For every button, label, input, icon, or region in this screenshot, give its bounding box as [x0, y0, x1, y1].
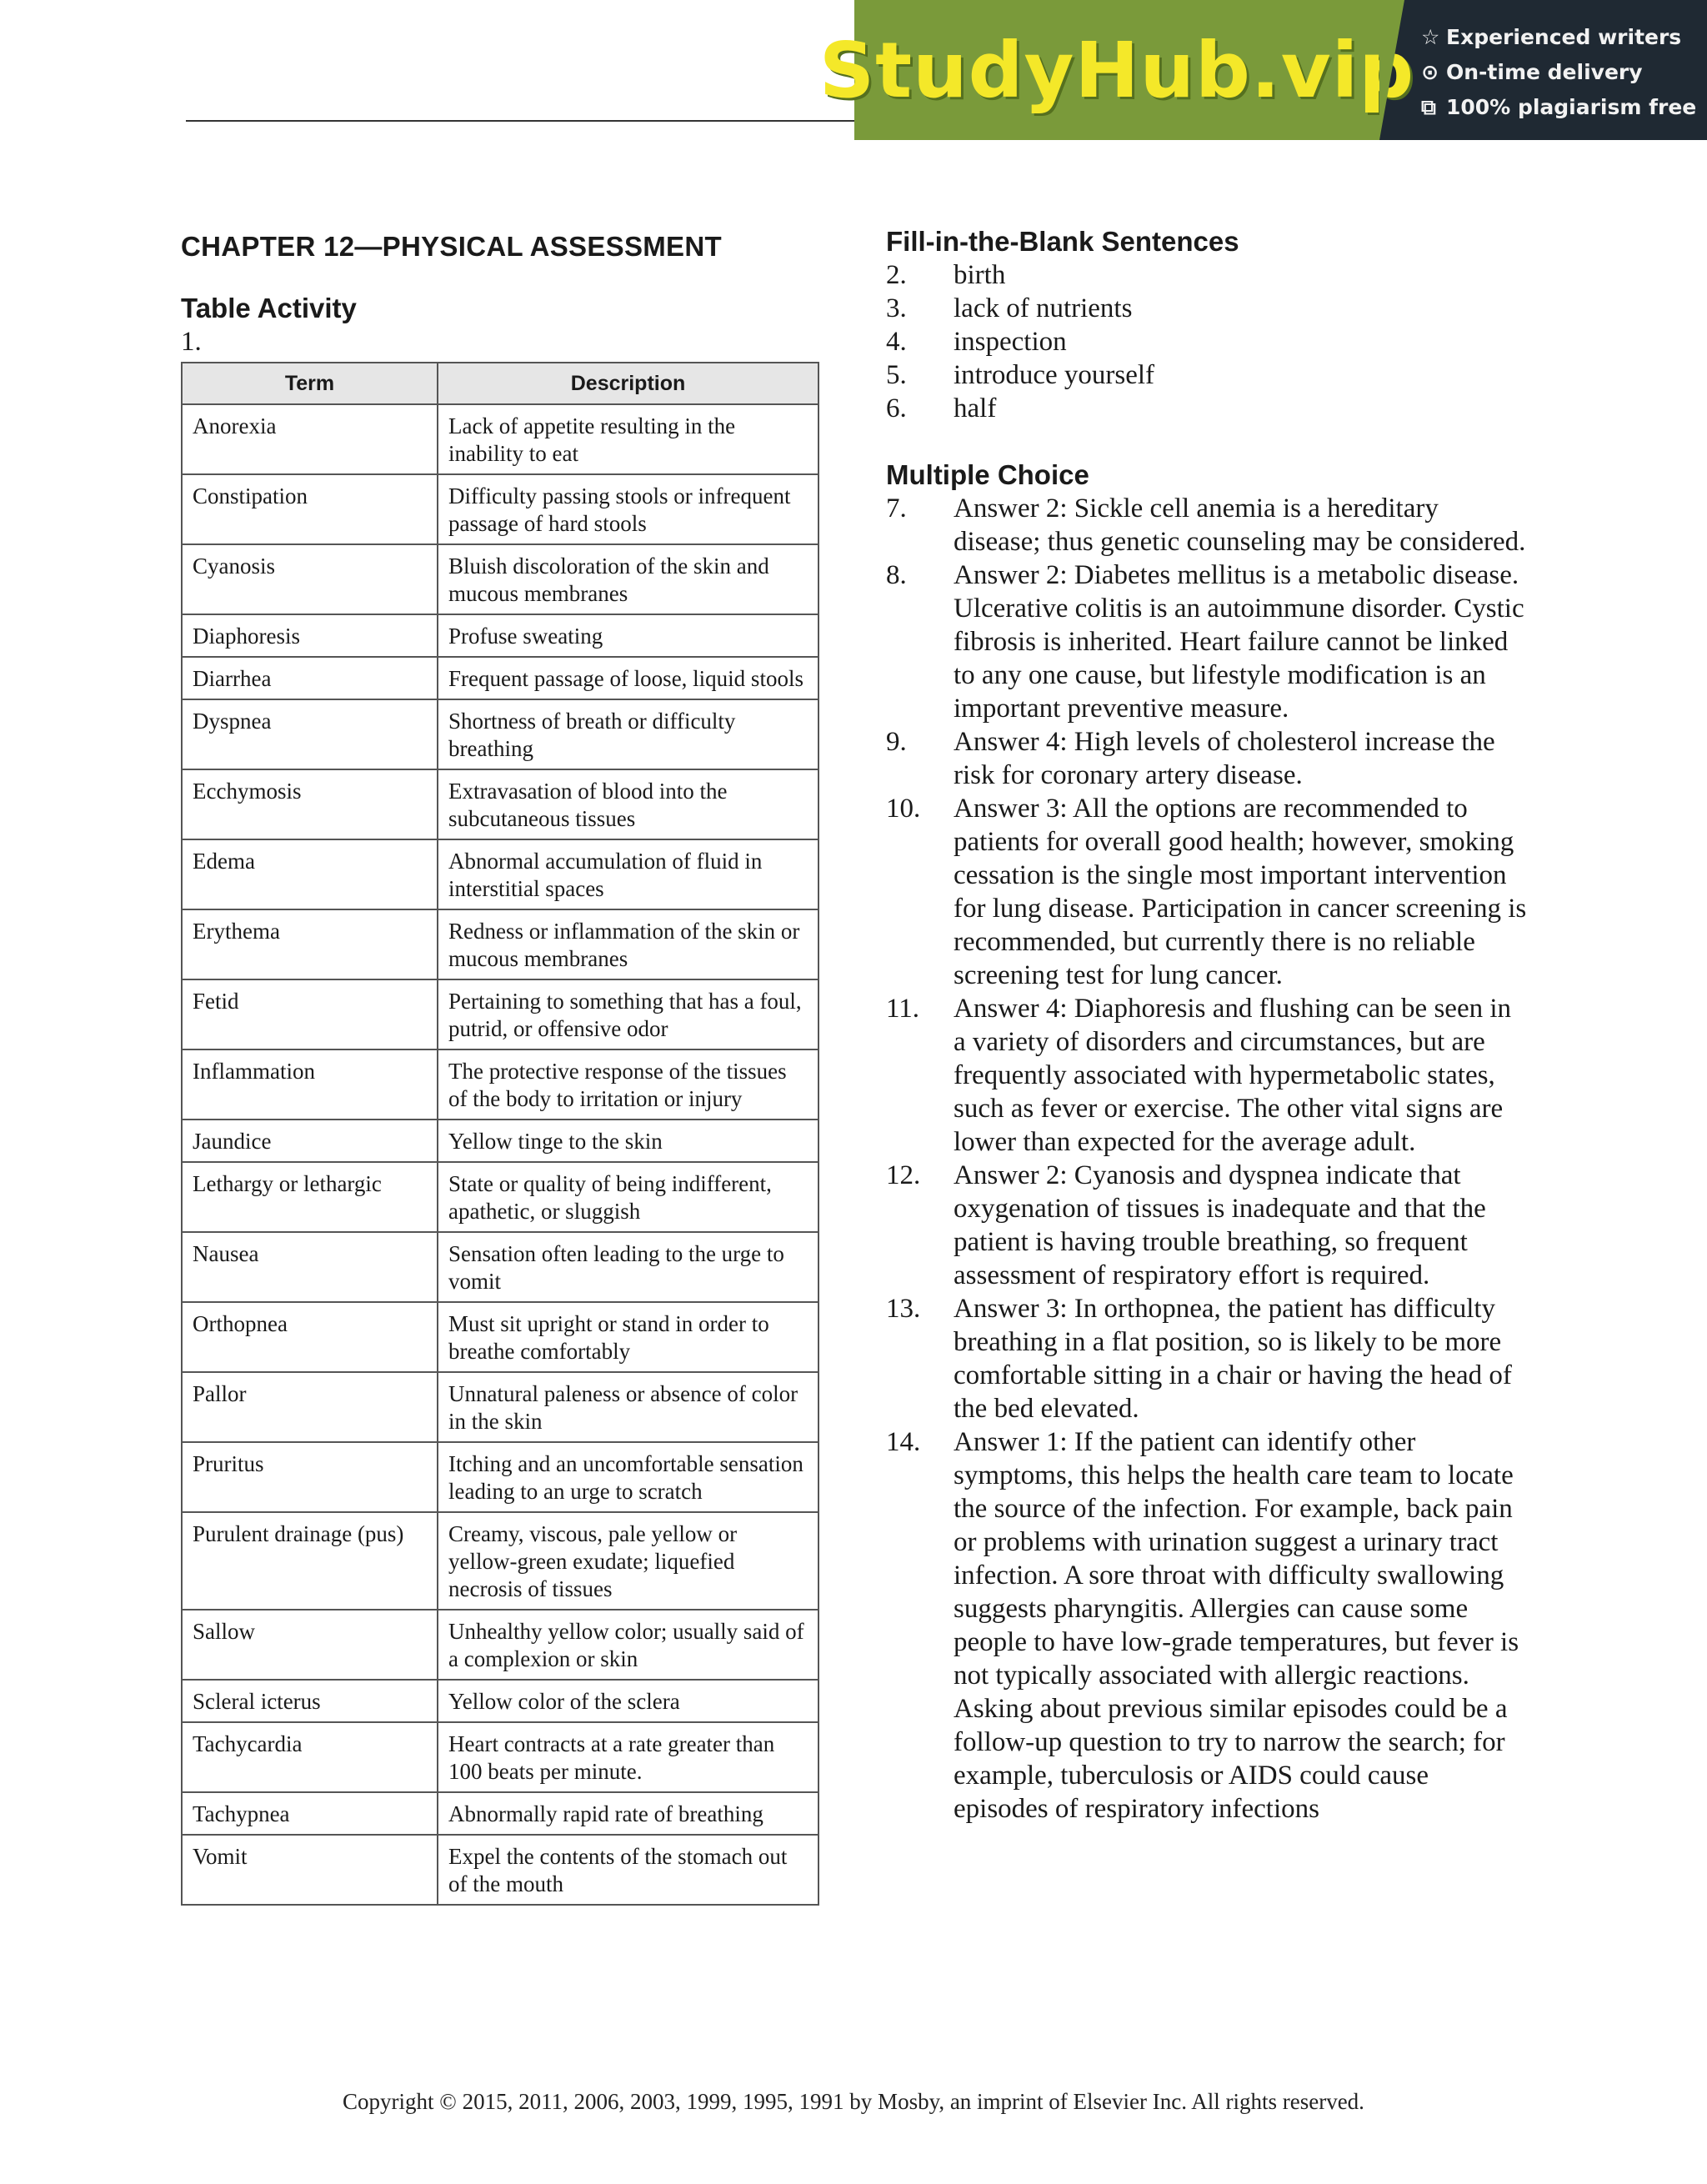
- fill-in-blank-item: [886, 392, 1528, 425]
- fill-in-blank-list: [886, 258, 1528, 425]
- description-cell: Frequent passage of loose, liquid stools: [438, 657, 818, 699]
- term-cell: Scleral icterus: [182, 1680, 438, 1722]
- multiple-choice-item: [886, 725, 1528, 792]
- description-cell: Abnormal accumulation of fluid in interstitial spaces: [438, 839, 818, 909]
- studyhub-logo: StudyHub.vip: [818, 25, 1415, 115]
- item-text: Answer 1: If the patient can identify other symptoms, this helps the health care team to locate the source of the infection. For example, back pain or problems with urination suggest a urinary tract infection. A sore throat with difficulty swallowing suggests pharyngitis. Allergies can cause some people to have low-grade temperatures, but fever is not typically associated with allergic reactions. Asking about previous similar episodes could be a follow-up question to try to narrow the search; for example, tuberculosis or AIDS could cause episodes of respiratory infections: [954, 1427, 1519, 1824]
- banner-feature-label: 100% plagiarism free: [1446, 95, 1697, 119]
- item-number: 8.: [886, 560, 907, 590]
- table-row: [182, 1232, 818, 1302]
- item-text: Answer 2: Sickle cell anemia is a hereditary disease; thus genetic counseling may be considered.: [954, 493, 1526, 557]
- item-number: 10.: [886, 794, 921, 824]
- star-icon: ☆: [1421, 25, 1440, 49]
- item-text: Answer 3: In orthopnea, the patient has difficulty breathing in a flat position, so is likely to be more comfortable sitting in a chair or having the head of the bed elevated.: [954, 1294, 1512, 1424]
- term-cell: Pruritus: [182, 1442, 438, 1512]
- item-number: 7.: [886, 493, 907, 523]
- terms-table: [181, 362, 819, 1906]
- description-cell: Bluish discoloration of the skin and mucous membranes: [438, 544, 818, 614]
- table-row: [182, 1120, 818, 1162]
- term-cell: Erythema: [182, 909, 438, 979]
- item-number: 13.: [886, 1294, 921, 1324]
- banner-features: [1421, 20, 1696, 125]
- item-text: lack of nutrients: [954, 293, 1133, 323]
- description-cell: Expel the contents of the stomach out of the mouth: [438, 1835, 818, 1905]
- fill-in-blank-item: [886, 292, 1528, 325]
- item-text: Answer 3: All the options are recommended to patients for overall good health; however, smoking cessation is the single most important intervention for lung disease. Participation in cancer screening is recommended, but currently there is no reliable screening test for lung cancer.: [954, 794, 1527, 990]
- description-cell: Yellow color of the sclera: [438, 1680, 818, 1722]
- column-header-term: Term: [182, 363, 438, 404]
- multiple-choice-heading: Multiple Choice: [886, 459, 1089, 490]
- term-cell: Tachypnea: [182, 1792, 438, 1835]
- description-cell: Heart contracts at a rate greater than 100 beats per minute.: [438, 1722, 818, 1792]
- item-number: 5.: [886, 360, 907, 390]
- copy-icon: ⧉: [1421, 95, 1436, 119]
- term-cell: Sallow: [182, 1610, 438, 1680]
- description-cell: Abnormally rapid rate of breathing: [438, 1792, 818, 1835]
- item-number: 3.: [886, 293, 907, 323]
- description-cell: Lack of appetite resulting in the inability to eat: [438, 404, 818, 474]
- description-cell: Unhealthy yellow color; usually said of a complexion or skin: [438, 1610, 818, 1680]
- right-column: [886, 225, 1528, 1826]
- table-row: [182, 1302, 818, 1372]
- banner-feature-label: On-time delivery: [1446, 60, 1643, 84]
- banner-feature: [1421, 90, 1696, 125]
- description-cell: Unnatural paleness or absence of color in the skin: [438, 1372, 818, 1442]
- term-cell: Edema: [182, 839, 438, 909]
- table-row: [182, 1512, 818, 1610]
- term-cell: Vomit: [182, 1835, 438, 1905]
- terms-table-header: [182, 363, 818, 404]
- description-cell: Shortness of breath or difficulty breathing: [438, 699, 818, 769]
- term-cell: Dyspnea: [182, 699, 438, 769]
- description-cell: Sensation often leading to the urge to vomit: [438, 1232, 818, 1302]
- item-text: half: [954, 393, 997, 423]
- multiple-choice-item: [886, 992, 1528, 1159]
- table-row: [182, 1610, 818, 1680]
- table-row: [182, 839, 818, 909]
- table-activity-heading: Table Activity: [181, 293, 357, 323]
- multiple-choice-item: [886, 559, 1528, 725]
- term-cell: Inflammation: [182, 1049, 438, 1120]
- multiple-choice-item: [886, 792, 1528, 992]
- item-text: Answer 2: Cyanosis and dyspnea indicate that oxygenation of tissues is inadequate and that the patient is having trouble breathing, so frequent assessment of respiratory effort is required.: [954, 1160, 1486, 1290]
- description-cell: Difficulty passing stools or infrequent passage of hard stools: [438, 474, 818, 544]
- banner-feature: [1421, 55, 1696, 90]
- fill-in-blank-item: [886, 325, 1528, 358]
- banner-feature: [1421, 20, 1696, 55]
- term-cell: Ecchymosis: [182, 769, 438, 839]
- item-text: inspection: [954, 327, 1067, 357]
- term-cell: Jaundice: [182, 1120, 438, 1162]
- description-cell: Pertaining to something that has a foul, putrid, or offensive odor: [438, 979, 818, 1049]
- term-cell: Constipation: [182, 474, 438, 544]
- table-row: [182, 699, 818, 769]
- chapter-title: CHAPTER 12—PHYSICAL ASSESSMENT: [181, 231, 722, 262]
- table-row: [182, 1680, 818, 1722]
- term-cell: Lethargy or lethargic: [182, 1162, 438, 1232]
- table-row: [182, 1792, 818, 1835]
- left-column: [181, 225, 823, 1906]
- multiple-choice-item: [886, 1159, 1528, 1292]
- item-text: introduce yourself: [954, 360, 1155, 390]
- term-cell: Tachycardia: [182, 1722, 438, 1792]
- clock-icon: ⊙: [1421, 60, 1439, 84]
- table-row: [182, 1049, 818, 1120]
- description-cell: Must sit upright or stand in order to breathe comfortably: [438, 1302, 818, 1372]
- studyhub-banner[interactable]: [818, 0, 1707, 140]
- term-cell: Pallor: [182, 1372, 438, 1442]
- item-number: 6.: [886, 393, 907, 423]
- table-row: [182, 614, 818, 657]
- copyright-footer: Copyright © 2015, 2011, 2006, 2003, 1999, 1995, 1991 by Mosby, an imprint of Elsevier Inc. All rights reserved.: [343, 2089, 1364, 2114]
- table-row: [182, 1442, 818, 1512]
- term-cell: Orthopnea: [182, 1302, 438, 1372]
- table-row: [182, 474, 818, 544]
- table-row: [182, 1372, 818, 1442]
- multiple-choice-item: [886, 1292, 1528, 1425]
- description-cell: Profuse sweating: [438, 614, 818, 657]
- item-number: 14.: [886, 1427, 921, 1457]
- banner-feature-label: Experienced writers: [1446, 25, 1682, 49]
- multiple-choice-item: [886, 492, 1528, 559]
- multiple-choice-item: [886, 1425, 1528, 1826]
- multiple-choice-list: [886, 492, 1528, 1826]
- description-cell: Extravasation of blood into the subcutaneous tissues: [438, 769, 818, 839]
- description-cell: Creamy, viscous, pale yellow or yellow-green exudate; liquefied necrosis of tissues: [438, 1512, 818, 1610]
- item-text: Answer 4: High levels of cholesterol increase the risk for coronary artery disease.: [954, 727, 1495, 790]
- item-text: Answer 2: Diabetes mellitus is a metabolic disease. Ulcerative colitis is an autoimmune disorder. Cystic fibrosis is inherited. Heart failure cannot be linked to any one cause, but lifestyle modification is an important preventive measure.: [954, 560, 1524, 724]
- table-row: [182, 657, 818, 699]
- item-number: 12.: [886, 1160, 921, 1190]
- term-cell: Diarrhea: [182, 657, 438, 699]
- description-cell: Itching and an uncomfortable sensation leading to an urge to scratch: [438, 1442, 818, 1512]
- table-activity-number: 1.: [181, 327, 202, 357]
- table-row: [182, 979, 818, 1049]
- fill-in-blank-item: [886, 258, 1528, 292]
- header-rule: [186, 120, 857, 122]
- table-row: [182, 544, 818, 614]
- description-cell: Redness or inflammation of the skin or mucous membranes: [438, 909, 818, 979]
- banner-slant: [1379, 0, 1404, 140]
- table-row: [182, 1835, 818, 1905]
- term-cell: Cyanosis: [182, 544, 438, 614]
- description-cell: The protective response of the tissues of the body to irritation or injury: [438, 1049, 818, 1120]
- item-number: 2.: [886, 260, 907, 290]
- table-row: [182, 769, 818, 839]
- item-number: 11.: [886, 994, 920, 1024]
- item-text: birth: [954, 260, 1006, 290]
- table-row: [182, 909, 818, 979]
- term-cell: Diaphoresis: [182, 614, 438, 657]
- fill-in-blank-heading: Fill-in-the-Blank Sentences: [886, 226, 1239, 257]
- description-cell: State or quality of being indifferent, apathetic, or sluggish: [438, 1162, 818, 1232]
- table-row: [182, 1162, 818, 1232]
- term-cell: Anorexia: [182, 404, 438, 474]
- term-cell: Nausea: [182, 1232, 438, 1302]
- term-cell: Purulent drainage (pus): [182, 1512, 438, 1610]
- item-number: 4.: [886, 327, 907, 357]
- item-text: Answer 4: Diaphoresis and flushing can be seen in a variety of disorders and circumstances, but are frequently associated with hypermetabolic states, such as fever or exercise. The other vital signs are lower than expected for the average adult.: [954, 994, 1512, 1157]
- fill-in-blank-item: [886, 358, 1528, 392]
- item-number: 9.: [886, 727, 907, 757]
- column-header-description: Description: [438, 363, 818, 404]
- description-cell: Yellow tinge to the skin: [438, 1120, 818, 1162]
- table-row: [182, 404, 818, 474]
- banner-logo-panel: [818, 0, 1415, 140]
- table-row: [182, 1722, 818, 1792]
- term-cell: Fetid: [182, 979, 438, 1049]
